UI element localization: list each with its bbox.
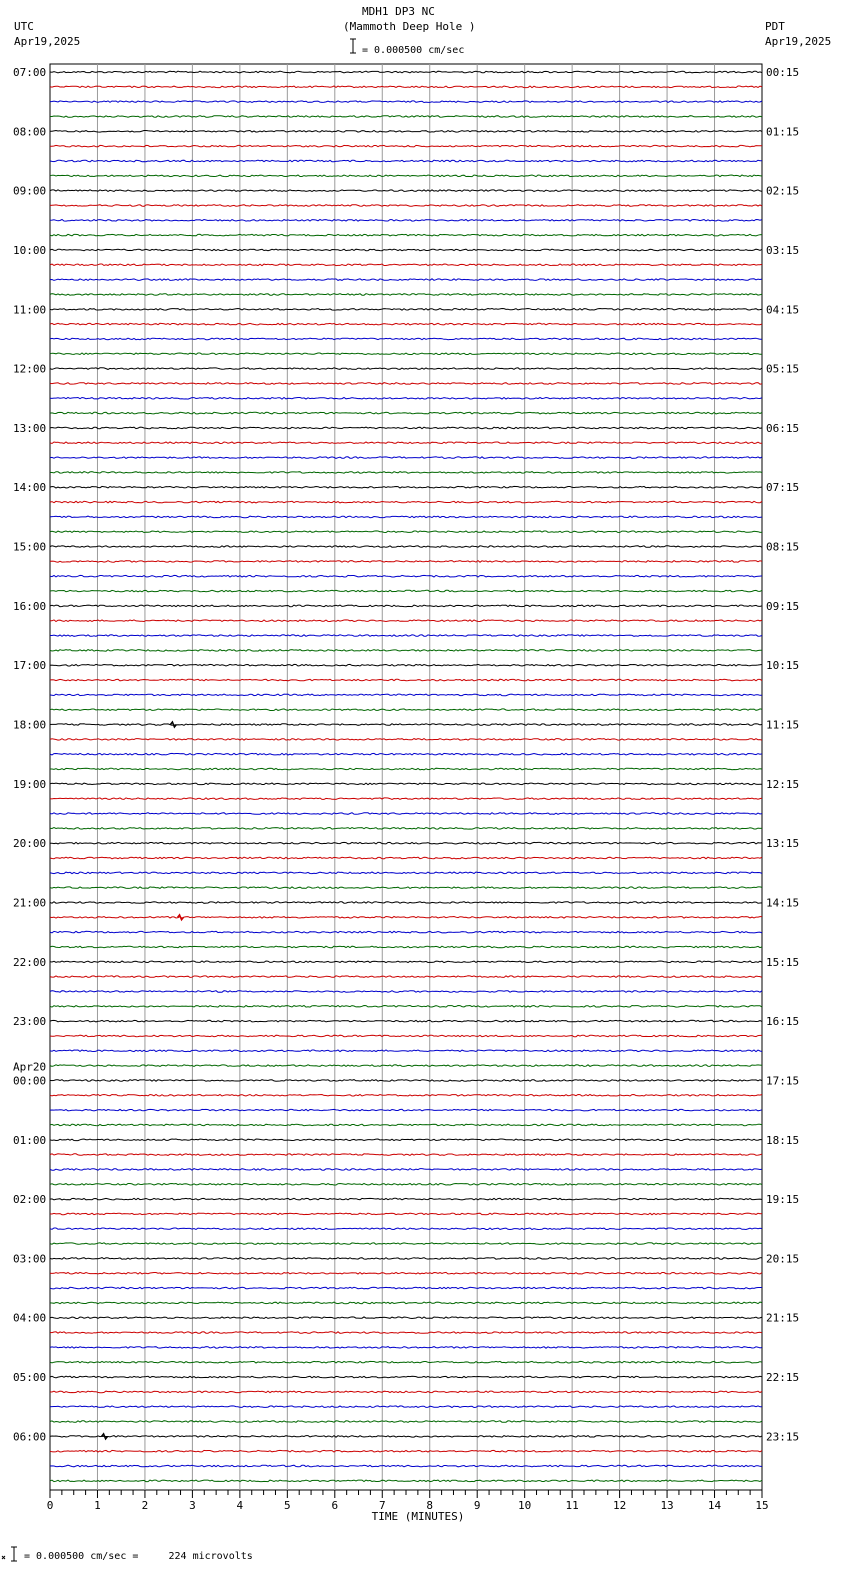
trace-line <box>50 309 762 311</box>
trace-line <box>50 101 762 103</box>
right-time-label: 20:15 <box>766 1252 800 1266</box>
trace-line <box>50 961 762 963</box>
trace-line <box>50 1198 762 1200</box>
trace-line <box>50 412 762 414</box>
trace-line <box>50 991 762 993</box>
trace-line <box>50 353 762 355</box>
trace-line <box>50 931 762 933</box>
trace-line <box>50 383 762 385</box>
trace-line <box>50 220 762 222</box>
trace-line <box>50 531 762 533</box>
left-time-label: 16:00 <box>13 599 47 613</box>
right-time-label: 14:15 <box>766 896 800 910</box>
right-time-label: 21:15 <box>766 1311 800 1325</box>
trace-line <box>50 828 762 830</box>
x-axis-label: TIME (MINUTES) <box>371 1510 465 1523</box>
trace-line <box>50 976 762 978</box>
right-time-label: 23:15 <box>766 1430 800 1444</box>
trace-line <box>50 546 762 548</box>
left-time-label: 05:00 <box>13 1371 47 1384</box>
trace-line <box>50 575 762 577</box>
trace-line <box>50 620 762 622</box>
left-time-label: 18:00 <box>13 718 47 732</box>
trace-line <box>50 1154 762 1156</box>
left-time-label: 00:00 <box>13 1074 47 1088</box>
trace-line <box>50 1287 762 1289</box>
right-time-label: 22:15 <box>766 1371 800 1384</box>
left-date-label: Apr20 <box>13 1060 47 1074</box>
left-time-label: 03:00 <box>13 1252 47 1266</box>
left-date: Apr19,2025 <box>14 35 81 48</box>
trace-line <box>50 1184 762 1186</box>
plot-frame <box>50 64 762 1490</box>
left-time-label: 04:00 <box>13 1311 47 1325</box>
trace-line <box>50 902 762 904</box>
right-time-label: 05:15 <box>766 362 800 376</box>
trace-line <box>50 1376 762 1378</box>
trace-line <box>50 1006 762 1008</box>
trace-line <box>50 1109 762 1111</box>
left-time-label: 08:00 <box>13 125 47 139</box>
trace-line <box>50 160 762 162</box>
trace-line <box>50 457 762 459</box>
trace-line <box>50 1020 762 1022</box>
trace-line <box>50 1332 762 1334</box>
trace-line <box>50 813 762 815</box>
trace-line <box>50 516 762 518</box>
left-time-label: 06:00 <box>13 1430 47 1444</box>
x-tick-label: 6 <box>331 1499 339 1512</box>
right-time-label: 02:15 <box>766 184 800 198</box>
x-tick-label: 9 <box>473 1499 481 1512</box>
trace-line <box>50 739 762 741</box>
right-time-label: 06:15 <box>766 421 800 435</box>
trace-line <box>50 1169 762 1171</box>
trace-line <box>50 1258 762 1260</box>
trace-line <box>50 249 762 251</box>
right-date: Apr19,2025 <box>765 35 832 48</box>
trace-line <box>50 116 762 118</box>
trace-line <box>50 857 762 859</box>
trace-line <box>50 1035 762 1037</box>
trace-line <box>50 1050 762 1052</box>
trace-line <box>50 323 762 325</box>
x-tick-label: 11 <box>565 1499 579 1512</box>
right-time-label: 18:15 <box>766 1133 800 1147</box>
x-tick-label: 12 <box>612 1499 627 1512</box>
left-time-label: 22:00 <box>13 955 47 969</box>
x-tick-label: 2 <box>141 1499 149 1512</box>
trace-line <box>50 561 762 563</box>
footer-scale-bar-icon <box>11 1547 17 1561</box>
footer-scale-text: = 0.000500 cm/sec = 224 microvolts <box>24 1551 253 1562</box>
trace-line <box>50 234 762 236</box>
trace-line <box>50 1213 762 1215</box>
trace-line <box>50 1465 762 1467</box>
trace-line <box>50 709 762 711</box>
trace-line <box>50 264 762 266</box>
left-time-label: 07:00 <box>13 66 47 79</box>
trace-line <box>50 664 762 666</box>
trace-line <box>50 1480 762 1482</box>
trace-line <box>50 724 762 726</box>
trace-line <box>50 1317 762 1319</box>
scale-text: = 0.000500 cm/sec <box>362 45 465 56</box>
station-title: MDH1 DP3 NC <box>362 5 435 18</box>
trace-line <box>50 635 762 637</box>
trace-line <box>50 338 762 340</box>
trace-line <box>50 1124 762 1126</box>
trace-line <box>50 427 762 429</box>
left-time-label: 11:00 <box>13 303 47 317</box>
right-time-label: 08:15 <box>766 540 800 554</box>
x-tick-label: 5 <box>284 1499 291 1512</box>
trace-line <box>50 768 762 770</box>
station-subtitle: (Mammoth Deep Hole ) <box>343 20 476 33</box>
left-timezone: UTC <box>14 20 34 33</box>
trace-line <box>50 175 762 177</box>
trace-line <box>50 1139 762 1141</box>
right-time-label: 01:15 <box>766 125 800 139</box>
left-time-label: 19:00 <box>13 777 47 791</box>
right-time-label: 11:15 <box>766 718 800 732</box>
left-time-label: 13:00 <box>13 421 47 435</box>
x-tick-label: 10 <box>518 1499 532 1512</box>
trace-line <box>50 694 762 696</box>
trace-line <box>50 917 762 919</box>
right-timezone: PDT <box>765 20 785 33</box>
x-tick-label: 15 <box>755 1499 769 1512</box>
right-time-label: 03:15 <box>766 244 800 257</box>
left-time-label: 02:00 <box>13 1193 47 1207</box>
left-time-label: 12:00 <box>13 362 47 376</box>
left-time-label: 01:00 <box>13 1133 47 1147</box>
right-time-label: 15:15 <box>766 955 800 969</box>
trace-line <box>50 1065 762 1067</box>
right-time-label: 12:15 <box>766 777 800 791</box>
left-time-label: 15:00 <box>13 540 47 554</box>
x-tick-label: 14 <box>707 1499 722 1512</box>
trace-line <box>50 783 762 785</box>
x-tick-label: 8 <box>426 1499 434 1512</box>
trace-line <box>50 1391 762 1393</box>
trace-line <box>50 798 762 800</box>
trace-line <box>50 205 762 207</box>
footer-marker-icon <box>2 1556 5 1559</box>
right-time-label: 09:15 <box>766 599 800 613</box>
trace-line <box>50 753 762 755</box>
trace-line <box>50 1272 762 1274</box>
x-tick-label: 4 <box>236 1499 244 1512</box>
event-marker <box>102 1434 108 1439</box>
right-time-label: 00:15 <box>766 66 800 79</box>
trace-line <box>50 887 762 889</box>
right-time-label: 10:15 <box>766 659 800 673</box>
event-marker <box>178 915 184 920</box>
right-time-label: 07:15 <box>766 481 800 495</box>
x-tick-label: 0 <box>46 1499 54 1512</box>
trace-line <box>50 1228 762 1230</box>
trace-line <box>50 1361 762 1363</box>
x-tick-label: 7 <box>378 1499 386 1512</box>
event-marker <box>170 722 176 727</box>
trace-line <box>50 1302 762 1304</box>
right-time-label: 04:15 <box>766 303 800 317</box>
trace-line <box>50 1095 762 1097</box>
x-tick-label: 1 <box>94 1499 101 1512</box>
right-time-label: 13:15 <box>766 837 800 851</box>
trace-line <box>50 1243 762 1245</box>
trace-line <box>50 946 762 948</box>
left-time-label: 21:00 <box>13 896 47 910</box>
trace-line <box>50 501 762 503</box>
right-time-label: 19:15 <box>766 1193 800 1207</box>
trace-line <box>50 190 762 192</box>
trace-line <box>50 368 762 370</box>
right-time-label: 17:15 <box>766 1074 800 1088</box>
trace-line <box>50 605 762 607</box>
trace-line <box>50 1436 762 1438</box>
trace-line <box>50 1080 762 1082</box>
left-time-label: 17:00 <box>13 659 47 673</box>
trace-line <box>50 1406 762 1408</box>
right-time-label: 16:15 <box>766 1015 800 1029</box>
trace-line <box>50 145 762 147</box>
left-time-label: 09:00 <box>13 184 47 198</box>
x-tick-label: 13 <box>660 1499 674 1512</box>
trace-line <box>50 1421 762 1423</box>
trace-line <box>50 872 762 874</box>
trace-line <box>50 472 762 474</box>
trace-line <box>50 442 762 444</box>
left-time-label: 10:00 <box>13 244 47 257</box>
trace-line <box>50 86 762 88</box>
trace-line <box>50 294 762 296</box>
trace-line <box>50 679 762 681</box>
trace-line <box>50 71 762 73</box>
trace-line <box>50 590 762 592</box>
left-time-label: 14:00 <box>13 481 47 495</box>
trace-line <box>50 279 762 281</box>
trace-line <box>50 1450 762 1452</box>
trace-line <box>50 650 762 652</box>
left-time-label: 23:00 <box>13 1015 47 1029</box>
scale-bar-icon <box>350 39 356 53</box>
x-tick-label: 3 <box>189 1499 196 1512</box>
left-time-label: 20:00 <box>13 837 47 851</box>
trace-line <box>50 1347 762 1349</box>
trace-line <box>50 398 762 400</box>
trace-line <box>50 131 762 133</box>
trace-line <box>50 486 762 488</box>
trace-line <box>50 842 762 844</box>
